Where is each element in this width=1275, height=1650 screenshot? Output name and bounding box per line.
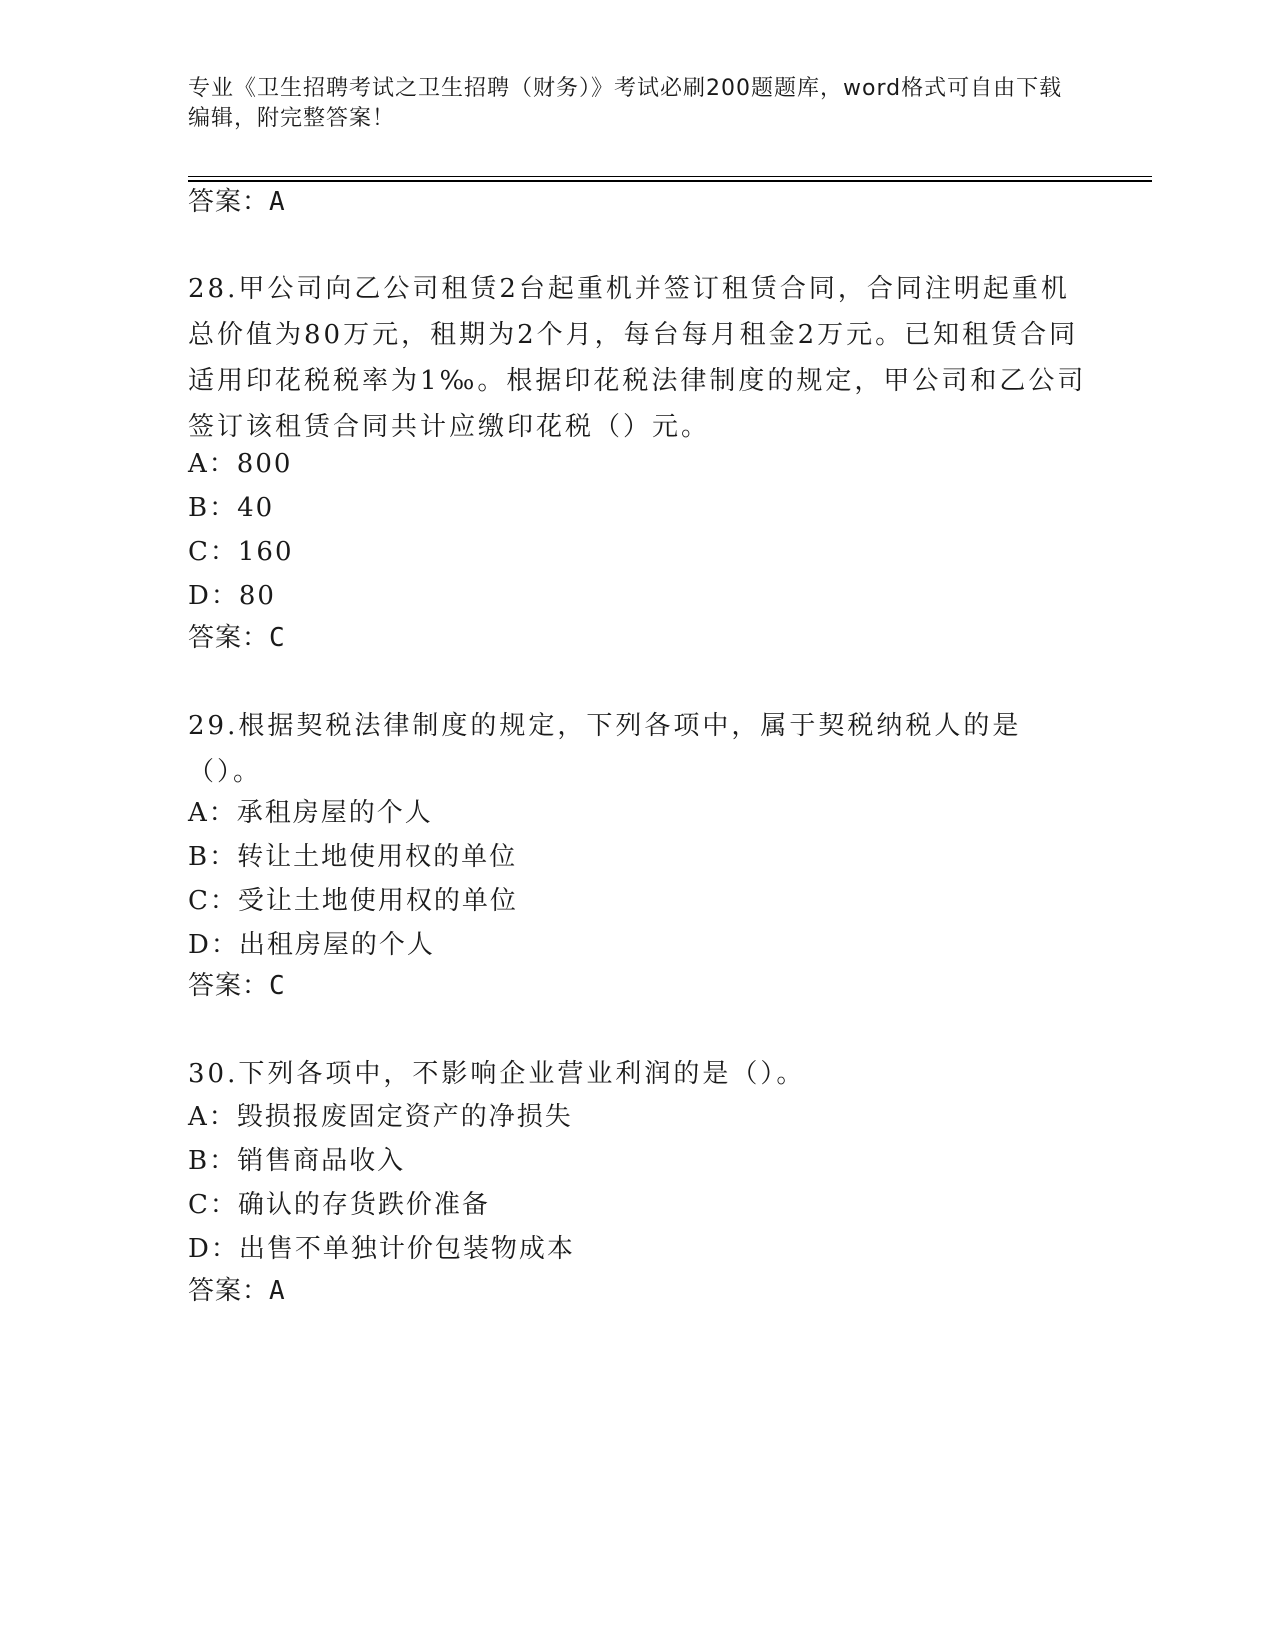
- header-rule-thick: [188, 180, 1152, 182]
- answer-label: 答案：: [188, 623, 270, 653]
- option-b: B：40: [188, 493, 275, 523]
- header-rule-thin: [188, 176, 1152, 177]
- answer-label: 答案：: [188, 971, 270, 1001]
- answer-value: A: [269, 187, 286, 217]
- question-30: [188, 1051, 1088, 1097]
- option-d: D：出租房屋的个人: [188, 930, 435, 960]
- question-29: [188, 703, 1088, 795]
- option-d: D：出售不单独计价包装物成本: [188, 1234, 575, 1264]
- answer-label: 答案：: [188, 1276, 270, 1306]
- answer-30: [188, 1275, 1088, 1307]
- option-a: A：800: [188, 449, 293, 479]
- option-b: B：销售商品收入: [188, 1146, 406, 1176]
- answer-29: [188, 970, 1088, 1002]
- option-c: C：160: [188, 537, 294, 567]
- question-text: 29.根据契税法律制度的规定，下列各项中，属于契税纳税人的是（）。: [188, 711, 1022, 787]
- document-header: 专业《卫生招聘考试之卫生招聘（财务）》考试必刷200题题库，word格式可自由下载编辑，附完整答案！: [188, 76, 1063, 131]
- option-d: D：80: [188, 581, 276, 611]
- answer-value: A: [269, 1276, 286, 1306]
- option-c: C：受让土地使用权的单位: [188, 886, 518, 916]
- answer-previous: [188, 186, 1088, 218]
- question-text: 28.甲公司向乙公司租赁2台起重机并签订租赁合同，合同注明起重机总价值为80万元，租期为2个月，每台每月租金2万元。已知租赁合同适用印花税税率为1‰。根据印花税法律制度的规定，甲公司和乙公司签订该租赁合同共计应缴印花税（）元。: [188, 274, 1087, 442]
- answer-28: [188, 622, 1088, 654]
- answer-value: C: [269, 971, 286, 1001]
- option-a: A：承租房屋的个人: [188, 798, 433, 828]
- option-b: B：转让土地使用权的单位: [188, 842, 518, 872]
- option-c: C：确认的存货跌价准备: [188, 1190, 490, 1220]
- question-28: [188, 266, 1088, 450]
- question-text: 30.下列各项中，不影响企业营业利润的是（）。: [188, 1059, 806, 1089]
- answer-label: 答案：: [188, 187, 270, 217]
- option-a: A：毁损报废固定资产的净损失: [188, 1102, 573, 1132]
- answer-value: C: [269, 623, 286, 653]
